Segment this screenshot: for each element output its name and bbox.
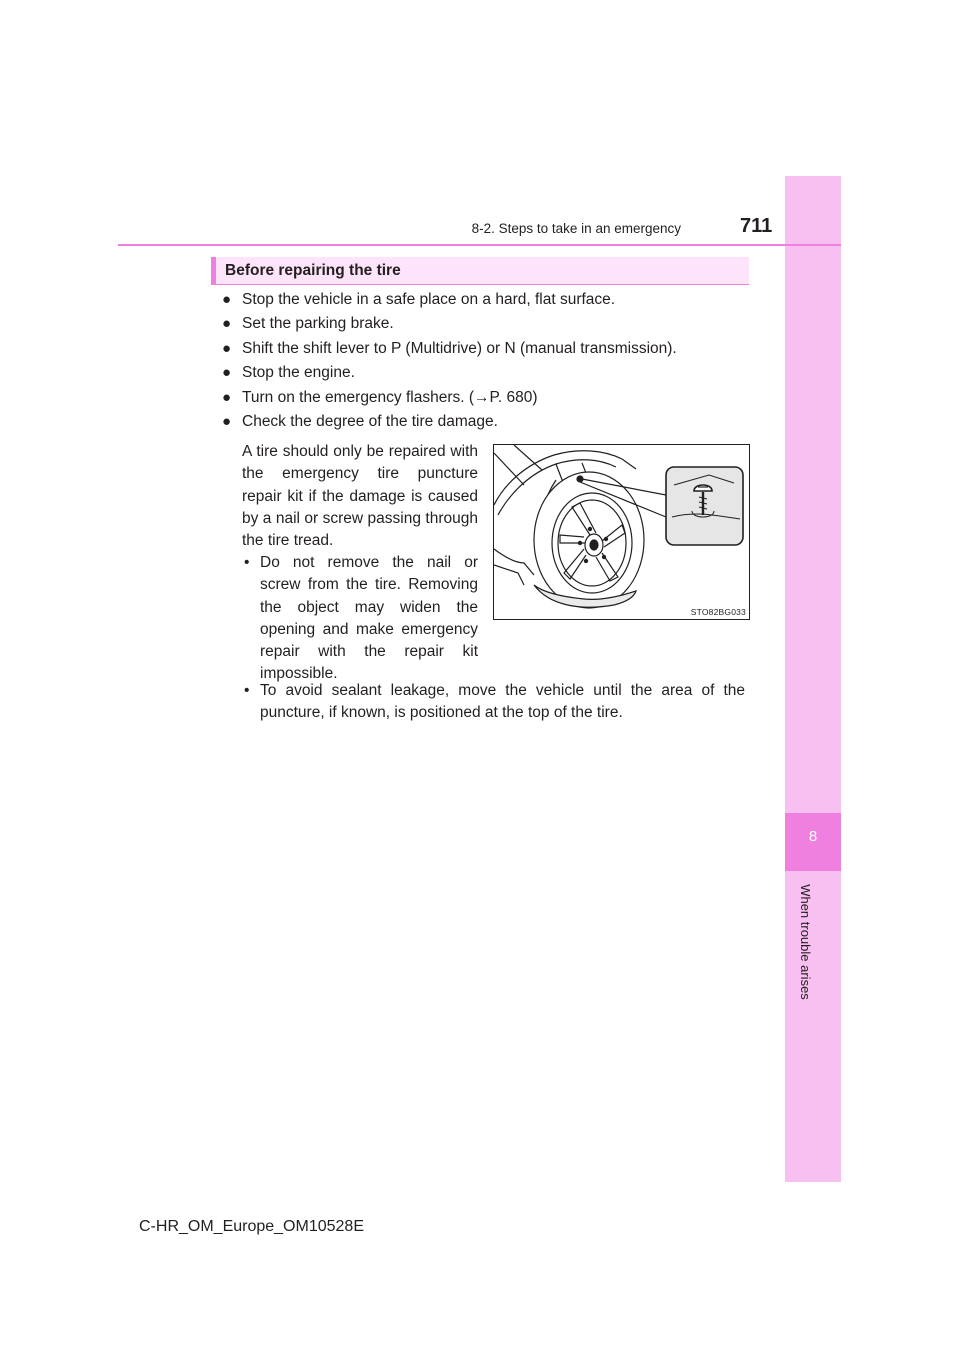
tire-damage-paragraph: A tire should only be repaired with the emergency tire puncture repair kit if the damage is caused by a nail or screw passing through the tire tread. <box>242 443 478 550</box>
list-item: ● Stop the engine. <box>222 364 355 382</box>
section-title: Before repairing the tire <box>225 262 401 279</box>
list-item: ● Turn on the emergency flashers. (→P. 680) <box>222 388 538 406</box>
flat-tire-figure <box>493 444 750 620</box>
flat-tire-with-screw-icon <box>494 445 749 619</box>
list-item: ● Stop the vehicle in a safe place on a hard, flat surface. <box>222 291 616 308</box>
page-number: 711 <box>740 215 773 237</box>
bullet-icon: ● <box>222 339 232 357</box>
sub-item-do-not-remove: • Do not remove the nail or screw from the tire. Removing the object may widen the opening and make emergency repair with the repair kit impossible. <box>244 554 478 683</box>
chapter-number: 8 <box>808 828 818 845</box>
header-section-title: 8-2. Steps to take in an emergency <box>471 221 681 236</box>
list-item: ● Check the degree of the tire damage. <box>222 412 498 430</box>
bullet-icon: ● <box>222 291 232 308</box>
list-item: ● Set the parking brake. <box>222 315 394 333</box>
figure-code: STO82BG033 <box>690 607 746 617</box>
list-item: ● Shift the shift lever to P (Multidrive) or N (manual transmission). <box>222 339 677 357</box>
bullet-icon: ● <box>222 412 232 430</box>
section-heading-bar <box>211 257 749 285</box>
chapter-title: When trouble arises <box>798 884 813 1000</box>
header-rule <box>118 244 841 246</box>
chapter-side-tab <box>785 176 841 1182</box>
bullet-icon: ● <box>222 364 232 382</box>
footer-doc-id: C-HR_OM_Europe_OM10528E <box>139 1218 364 1235</box>
bullet-icon: ● <box>222 315 232 333</box>
bullet-list <box>222 291 762 437</box>
sub-item-avoid-leakage: • To avoid sealant leakage, move the vehicle until the area of the puncture, if known, is positioned at the top of the tire. <box>244 682 745 722</box>
bullet-icon: ● <box>222 388 232 406</box>
